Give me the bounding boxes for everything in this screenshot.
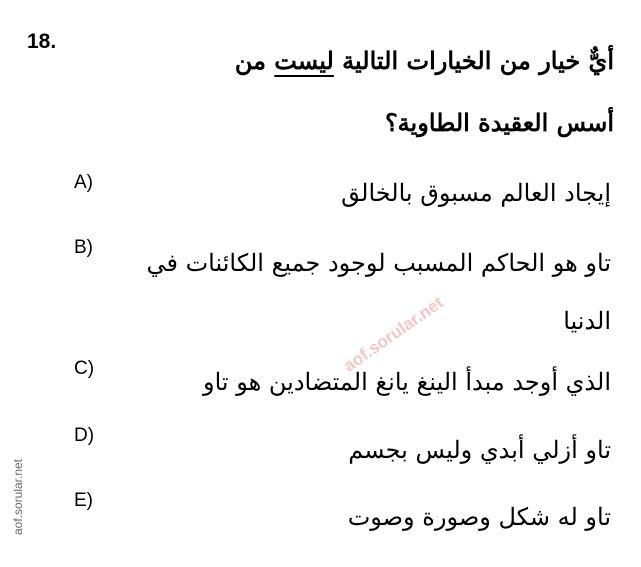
- watermark-diagonal: aof.sorular.net: [340, 292, 447, 376]
- option-c-letter: C): [74, 358, 95, 379]
- question-number: 18.: [27, 30, 57, 53]
- option-e-text[interactable]: تاو له شكل وصورة وصوت: [347, 503, 611, 531]
- option-a-letter: A): [74, 172, 93, 193]
- option-a-text[interactable]: إيجاد العالم مسبوق بالخالق: [341, 179, 611, 207]
- option-b-text[interactable]: تاو هو الحاكم المسبب لوجود جميع الكائنات في الدنيا: [146, 249, 611, 335]
- question-text-part-2: من أسس العقيدة الطاوية؟: [234, 46, 614, 137]
- option-e-letter: E): [74, 490, 93, 511]
- option-b-letter: B): [74, 237, 93, 258]
- question-text-part-1: أيٌّ خيار من الخيارات التالية: [333, 46, 614, 75]
- option-d-text[interactable]: تاو أزلي أبدي وليس بجسم: [348, 436, 611, 464]
- option-c-text[interactable]: الذي أوجد مبدأ الينغ يانغ المتضادين هو تاو: [203, 368, 611, 396]
- option-d-letter: D): [74, 425, 95, 446]
- question-text-underlined: ليست: [274, 46, 334, 75]
- watermark-side: aof.sorular.net: [11, 458, 25, 536]
- question-text: [174, 30, 614, 154]
